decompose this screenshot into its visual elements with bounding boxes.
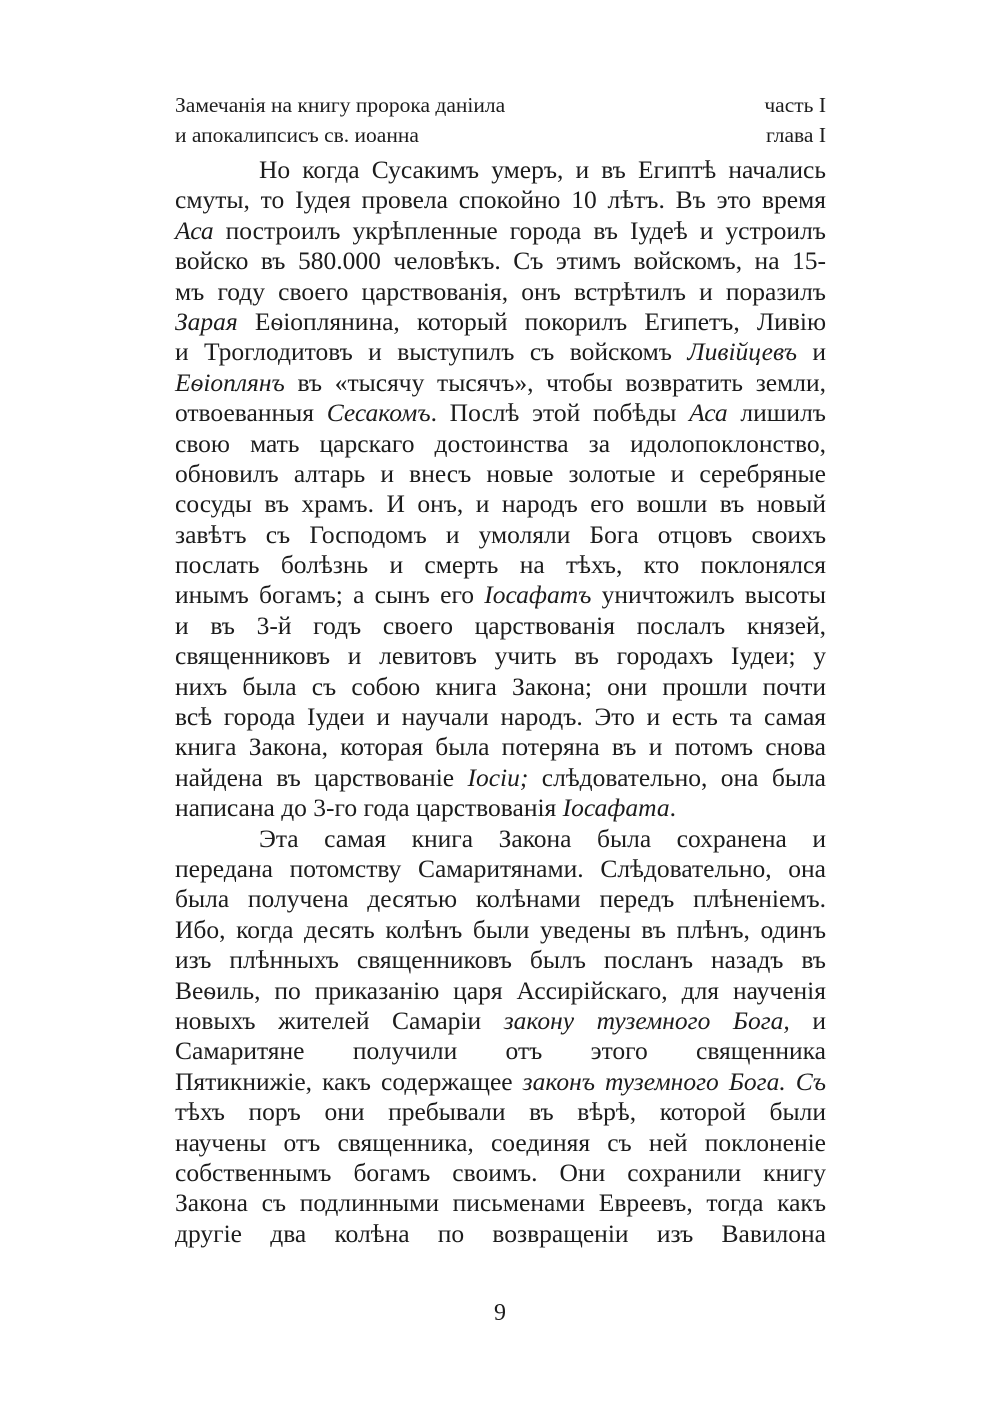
text-line: [175, 246, 826, 276]
text-line: [175, 459, 826, 489]
text-run: всѣ города Іудеи и научали народъ. Это и есть та самая: [175, 702, 826, 732]
text-run: завѣтъ съ Господомъ и умоляли Бога отцовъ своихъ: [175, 519, 826, 549]
text-run: Самаритяне получили отъ этого священника: [175, 1036, 826, 1066]
text-line: [175, 976, 826, 1006]
text-line: [175, 550, 826, 580]
text-run: сосуды въ храмъ. И онъ, и народъ его вошли въ новый: [175, 489, 826, 519]
text-run: обновилъ алтарь и внесъ новые золотые и серебряные: [175, 458, 826, 488]
text-line: [175, 368, 826, 398]
text-line: [175, 520, 826, 550]
italic-run: Аса: [689, 398, 728, 428]
text-line: [175, 1097, 826, 1127]
header-part-label: часть I: [764, 93, 826, 117]
text-line: [175, 1036, 826, 1066]
header-title-line-1: Замечанія на книгу пророка даніила: [175, 93, 506, 117]
text-line: [175, 763, 826, 793]
header-chapter-label: глава I: [766, 123, 826, 147]
italic-run: Зарая: [175, 306, 238, 336]
text-run: смуты, то Іудея провела спокойно 10 лѣтъ. Въ это время: [175, 185, 826, 215]
italic-run: Іосіи;: [467, 762, 529, 792]
header-row-2: [175, 120, 826, 150]
text-run: въ «тысячу тысячъ», чтобы возвратить земли,: [284, 367, 826, 397]
text-line: [175, 155, 826, 185]
text-line: [175, 915, 826, 945]
text-run: и Троглодитовъ и выступилъ съ войскомъ: [175, 337, 688, 367]
text-line: [175, 398, 826, 428]
text-run: слѣдовательно, она была: [528, 762, 826, 792]
text-line: [175, 489, 826, 519]
text-run: написана до 3-го года царствованія: [175, 793, 563, 823]
text-run: . Послѣ этой побѣды: [430, 398, 690, 428]
paragraph: [175, 155, 826, 824]
text-run: священниковъ и левитовъ учить въ городахъ Іудеи; у: [175, 641, 826, 671]
text-run: войско въ 580.000 человѣкъ. Съ этимъ войскомъ, на 15-: [175, 246, 826, 276]
italic-run: Іосафатъ: [484, 580, 592, 610]
text-line: [175, 1128, 826, 1158]
italic-run: Еѳіоплянъ: [175, 367, 285, 397]
text-line: [175, 1006, 826, 1036]
header-title-line-2: и апокалипсисъ св. иоанна: [175, 123, 419, 147]
text-run: тѣхъ поръ они пребывали въ вѣрѣ, которой были: [175, 1097, 826, 1127]
text-run: отвоеванныя: [175, 398, 327, 428]
text-line: [175, 672, 826, 702]
text-line: [175, 641, 826, 671]
italic-run: Іосафата: [562, 793, 670, 823]
text-line: [175, 216, 826, 246]
text-run: и въ 3-й годъ своего царствованія послалъ князей,: [175, 610, 826, 640]
text-run: передана потомству Самаритянами. Слѣдовательно, она: [175, 853, 826, 883]
text-run: найдена въ царствованіе: [175, 762, 468, 792]
text-line: [175, 824, 826, 854]
text-run: послать болѣзнь и смерть на тѣхъ, кто поклонялся: [175, 550, 826, 580]
text-line: [175, 854, 826, 884]
italic-run: Ливійцевъ: [687, 337, 797, 367]
text-line: [175, 1188, 826, 1218]
text-run: была получена десятью колѣнами передъ плѣненіемъ.: [175, 884, 826, 914]
text-line: [175, 732, 826, 762]
text-run: Веѳиль, по приказанію царя Ассирійскаго, для наученія: [175, 975, 826, 1005]
text-run: нихъ была съ собою книга Закона; они прошли почти: [175, 671, 826, 701]
text-run: свою мать царскаго достоинства за идолопоклонство,: [175, 428, 826, 458]
text-run: и: [789, 1005, 826, 1035]
text-run: Еѳіоплянина, который покорилъ Египетъ, Ливію: [237, 306, 826, 336]
text-line: [175, 945, 826, 975]
italic-run: Сесакомъ: [326, 398, 431, 428]
text-run: инымъ богамъ; а сынъ его: [175, 580, 485, 610]
italic-run: законъ туземного Бога. Съ: [522, 1066, 827, 1096]
text-run: Пятикнижіе, какъ содержащее: [175, 1066, 523, 1096]
text-run: изъ плѣнныхъ священниковъ былъ посланъ назадъ въ: [175, 945, 826, 975]
text-line: [175, 611, 826, 641]
text-run: другіе два колѣна по возвращеніи изъ Вавилона: [175, 1218, 826, 1248]
text-run: Но когда Сусакимъ умеръ, и въ Египтѣ начались: [259, 155, 826, 184]
text-run: собственнымъ богамъ своимъ. Они сохранили книгу: [175, 1157, 826, 1187]
italic-run: закону туземного Бога,: [503, 1005, 790, 1035]
text-run: .: [669, 793, 677, 823]
text-line: [175, 1219, 826, 1249]
italic-run: Аса: [175, 215, 214, 245]
text-line: [175, 793, 826, 823]
text-line: [175, 1158, 826, 1188]
text-line: [175, 277, 826, 307]
text-line: [175, 337, 826, 367]
text-line: [175, 580, 826, 610]
text-run: научены отъ священника, соединяя съ ней поклоненіе: [175, 1127, 826, 1157]
text-run: уничтожилъ высоты: [591, 580, 826, 610]
page-number: 9: [494, 1300, 506, 1326]
paragraph: [175, 824, 826, 1249]
text-line: [175, 307, 826, 337]
text-line: [175, 702, 826, 732]
text-run: книга Закона, которая была потеряна въ и потомъ снова: [175, 732, 826, 762]
running-header: [175, 90, 826, 150]
text-run: новыхъ жителей Самаріи: [175, 1005, 504, 1035]
text-line: [175, 884, 826, 914]
text-run: построилъ укрѣпленные города въ Іудеѣ и устроилъ: [213, 215, 826, 245]
text-run: и: [796, 337, 826, 367]
text-run: Закона съ подлинными письменами Евреевъ, тогда какъ: [175, 1188, 826, 1218]
header-row-1: [175, 90, 826, 120]
text-line: [175, 429, 826, 459]
text-run: мъ году своего царствованія, онъ встрѣтилъ и поразилъ: [175, 276, 826, 306]
text-run: Эта самая книга Закона была сохранена и: [259, 823, 826, 853]
body-text: [175, 155, 826, 1249]
text-line: [175, 185, 826, 215]
text-line: [175, 1067, 826, 1097]
text-run: лишилъ: [727, 398, 826, 428]
text-run: Ибо, когда десять колѣнъ были уведены въ плѣнъ, одинъ: [175, 914, 826, 944]
